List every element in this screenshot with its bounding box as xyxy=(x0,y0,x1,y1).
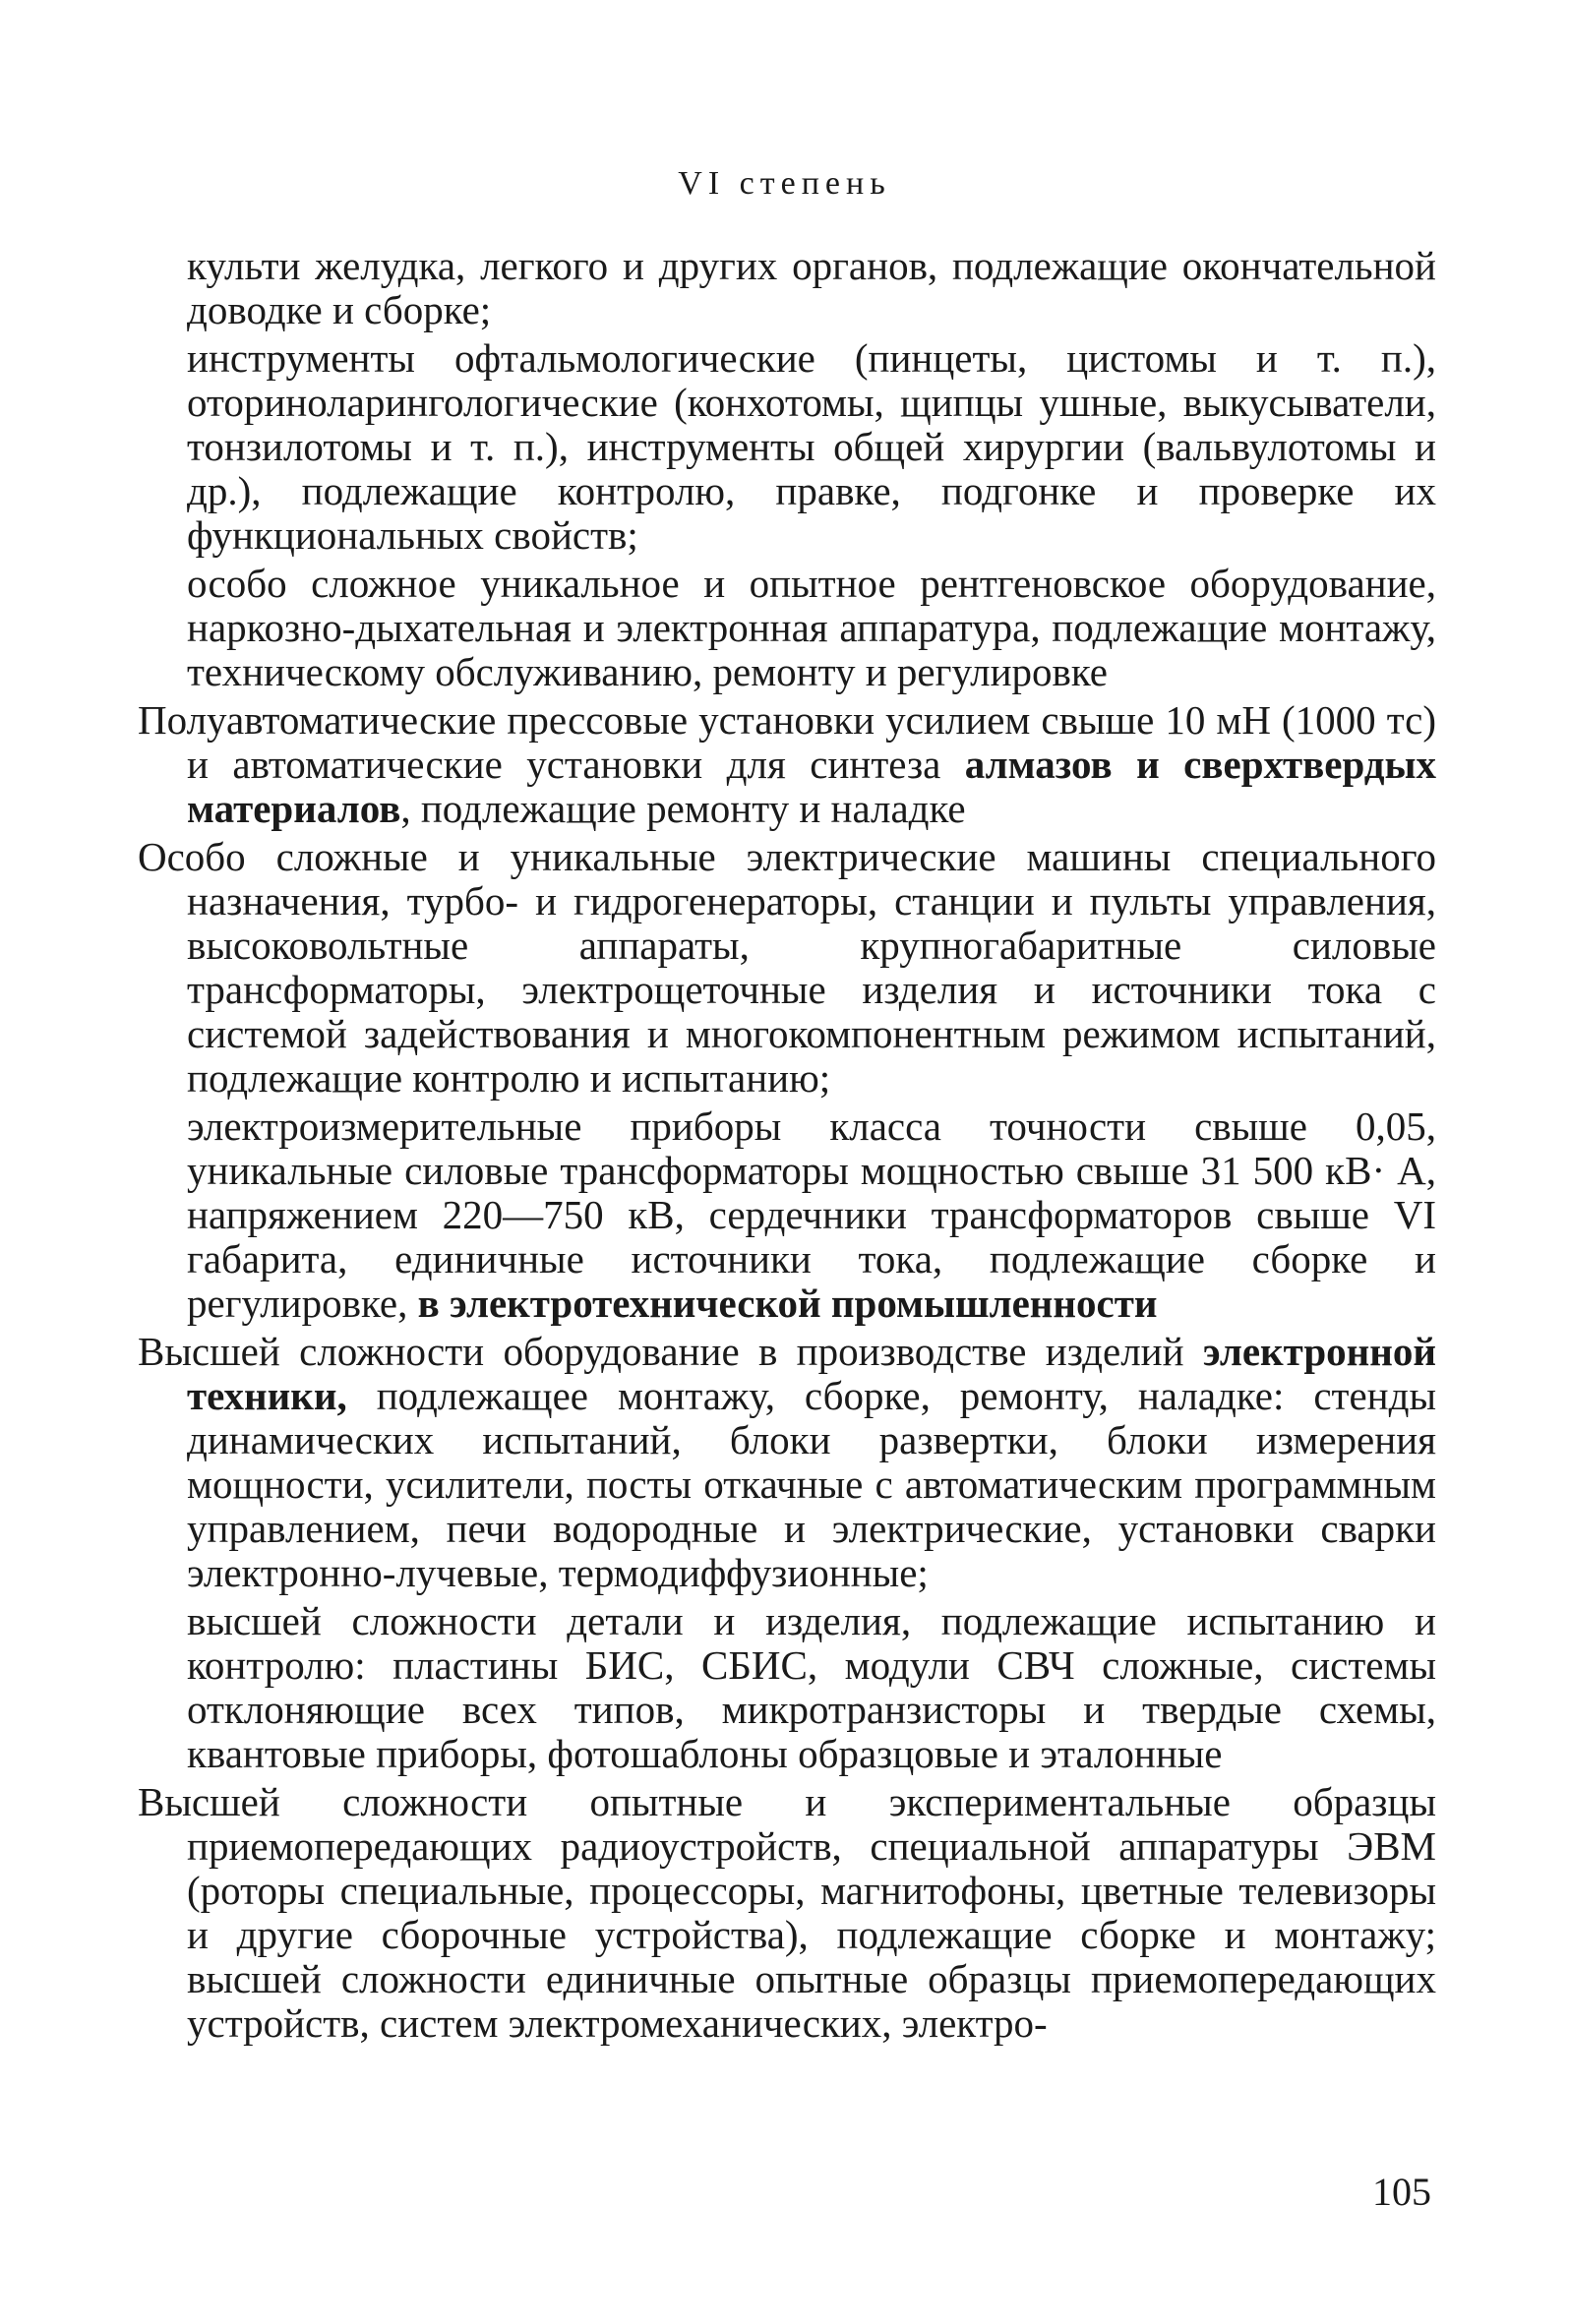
paragraph: Особо сложные и уникальные электрические машины специального назначения, турбо- и гидрогенераторы, станции и пульты управления, высоковольтные аппараты, крупногабаритные силовые трансформаторы, электрощеточные изделия и источники тока с системой задействования и многокомпонентным режимом испытаний, подлежащие контролю и испытанию; xyxy=(138,834,1436,1101)
entry-electronics xyxy=(138,1330,1436,1776)
paragraph xyxy=(138,697,1436,831)
bold-term: в электротехнической промышленности xyxy=(417,1281,1158,1326)
page-number: 105 xyxy=(1372,2170,1431,2214)
text: , подлежащие ремонту и наладке xyxy=(400,786,966,831)
text: подлежащее монтажу, сборке, ремонту, наладке: стенды динамических испытаний, блоки развертки, блоки измерения мощности, усилители, посты откачные с автоматическим программным управлением, печи водородные и электрические, установки сварки электронно-лучевые, термодиффузионные; xyxy=(187,1373,1436,1595)
bold-term: электронной техники, xyxy=(187,1329,1436,1418)
page-header: VI степень xyxy=(678,165,891,202)
paragraph: инструменты офтальмологические (пинцеты, цистомы и т. п.), оториноларингологические (конхотомы, щипцы ушные, выкусыватели, тонзилотомы и т. п.), инструменты общей хирургии (вальвулотомы и др.), подлежащие контролю, правке, подгонке и проверке их функциональных свойств; xyxy=(187,335,1436,558)
text: Высшей сложности оборудование в производстве изделий xyxy=(138,1329,1203,1374)
entry-radio-devices xyxy=(138,1780,1436,2046)
paragraph: Высшей сложности опытные и экспериментальные образцы приемопередающих радиоустройств, специальной аппаратуры ЭВМ (роторы специальные, процессоры, магнитофоны, цветные телевизоры и другие сборочные устройства), подлежащие сборке и монтажу; высшей сложности единичные опытные образцы приемопередающих устройств, систем электромеханических, электро- xyxy=(138,1779,1436,2046)
entry-presses xyxy=(138,698,1436,831)
continued-section xyxy=(138,244,1436,694)
paragraph: высшей сложности детали и изделия, подлежащие испытанию и контролю: пластины БИС, СБИС, модули СВЧ сложные, системы отклоняющие всех типов, микротранзисторы и твердые схемы, квантовые приборы, фотошаблоны образцовые и эталонные xyxy=(187,1598,1436,1776)
bold-term: алмазов и сверхтвердых материалов xyxy=(187,742,1436,831)
entry-electrical-machines xyxy=(138,835,1436,1326)
text: Полуавтоматические прессовые установки усилием свыше 10 мН (1000 тс) и автоматические установки для синтеза xyxy=(138,697,1436,787)
paragraph xyxy=(187,1104,1436,1326)
paragraph xyxy=(138,1329,1436,1595)
text: электроизмерительные приборы класса точности свыше 0,05, уникальные силовые трансформаторы мощностью свыше 31 500 кВ· А, напряжением 220—750 кВ, сердечники трансформаторов свыше VI габарита, единичные источники тока, подлежащие сборке и регулировке, xyxy=(187,1103,1436,1326)
page-content xyxy=(138,244,1436,2050)
paragraph: культи желудка, легкого и других органов, подлежащие окончательной доводке и сборке; xyxy=(187,243,1436,332)
paragraph: особо сложное уникальное и опытное рентгеновское оборудование, наркозно-дыхательная и электронная аппаратура, подлежащие монтажу, техническому обслуживанию, ремонту и регулировке xyxy=(187,561,1436,694)
